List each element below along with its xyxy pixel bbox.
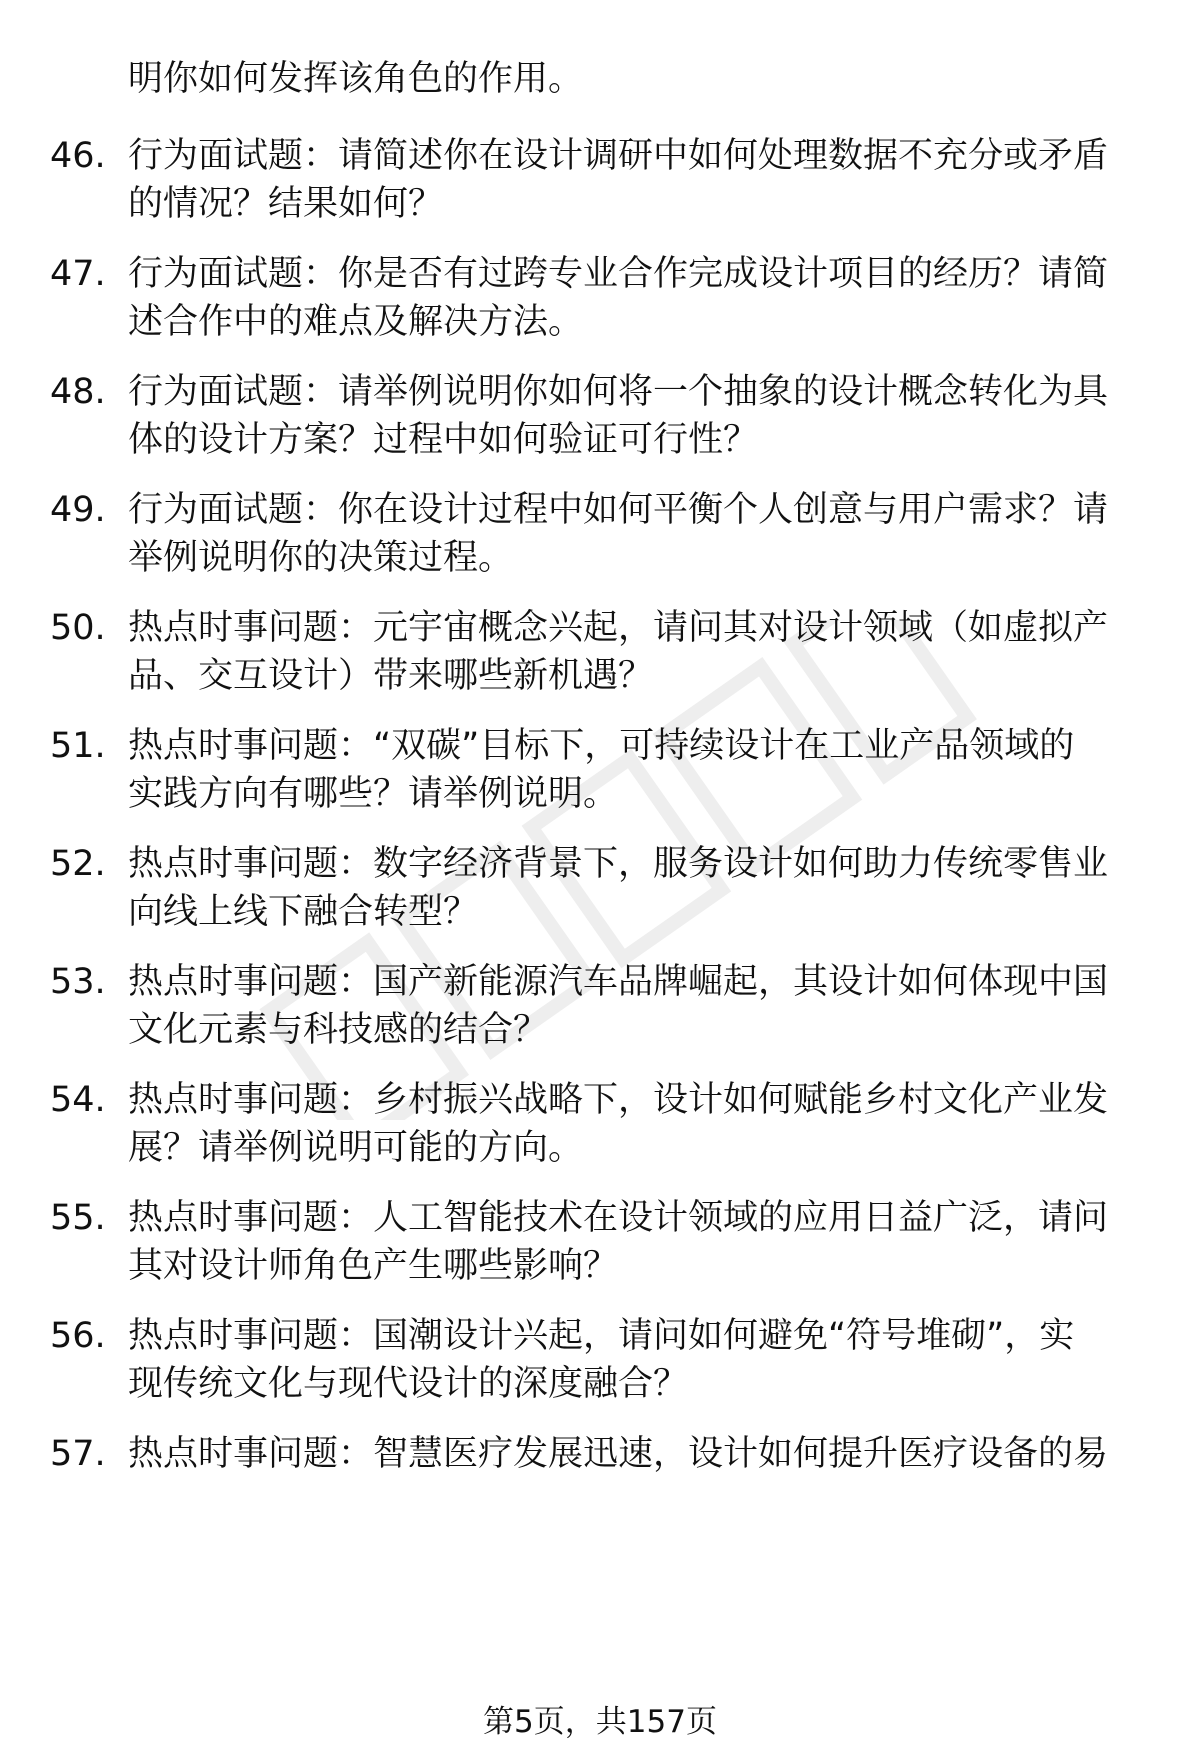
item-text-line: 举例说明你的决策过程。 — [128, 538, 514, 578]
page-footer: 第5页，共157页 — [483, 1704, 717, 1740]
item-text-line: 行为面试题：你是否有过跨专业合作完成设计项目的经历？请简 — [128, 254, 1109, 294]
question-item-57 — [50, 1430, 1130, 1478]
question-item-54 — [50, 1076, 1130, 1172]
item-number: 48. — [50, 372, 106, 412]
question-item-48 — [50, 368, 1130, 464]
item-text-line: 实践方向有哪些？请举例说明。 — [128, 774, 619, 814]
question-item-52 — [50, 840, 1130, 936]
item-number: 50. — [50, 608, 106, 648]
question-item-53 — [50, 958, 1130, 1054]
item-text-line: 热点时事问题：人工智能技术在设计领域的应用日益广泛，请问 — [128, 1198, 1109, 1238]
item-text-line: 品、交互设计）带来哪些新机遇？ — [128, 656, 654, 696]
item-text-line: 文化元素与科技感的结合？ — [128, 1010, 549, 1050]
question-item-56 — [50, 1312, 1130, 1408]
item-text-line: 行为面试题：请举例说明你如何将一个抽象的设计概念转化为具 — [128, 372, 1109, 412]
item-text-line: 热点时事问题：乡村振兴战略下，设计如何赋能乡村文化产业发 — [128, 1080, 1109, 1120]
item-number: 57. — [50, 1434, 106, 1474]
item-number: 51. — [50, 726, 106, 766]
item-text-line: 热点时事问题：“双碳”目标下，可持续设计在工业产品领域的 — [128, 726, 1075, 766]
item-text-line: 的情况？结果如何？ — [128, 184, 444, 224]
question-item-50 — [50, 604, 1130, 700]
continuation-line: 明你如何发挥该角色的作用。 — [128, 59, 584, 99]
item-text-line: 行为面试题：你在设计过程中如何平衡个人创意与用户需求？请 — [128, 490, 1109, 530]
item-number: 52. — [50, 844, 106, 884]
item-text-line: 其对设计师角色产生哪些影响？ — [128, 1246, 619, 1286]
item-number: 53. — [50, 962, 106, 1002]
item-text-line: 热点时事问题：数字经济背景下，服务设计如何助力传统零售业 — [128, 844, 1109, 884]
question-item-49 — [50, 486, 1130, 582]
question-item-46 — [50, 132, 1130, 228]
item-text-line: 热点时事问题：智慧医疗发展迅速，设计如何提升医疗设备的易 — [128, 1434, 1109, 1474]
item-text-line: 体的设计方案？过程中如何验证可行性？ — [128, 420, 759, 460]
item-text-line: 向线上线下融合转型？ — [128, 892, 479, 932]
item-text-line: 热点时事问题：国潮设计兴起，请问如何避免“符号堆砌”，实 — [128, 1316, 1075, 1356]
item-text-line: 热点时事问题：国产新能源汽车品牌崛起，其设计如何体现中国 — [128, 962, 1109, 1002]
item-number: 54. — [50, 1080, 106, 1120]
item-text-line: 行为面试题：请简述你在设计调研中如何处理数据不充分或矛盾 — [128, 136, 1109, 176]
question-item-47 — [50, 250, 1130, 346]
item-text-line: 热点时事问题：元宇宙概念兴起，请问其对设计领域（如虚拟产 — [128, 608, 1109, 648]
item-text-line: 现传统文化与现代设计的深度融合？ — [128, 1364, 689, 1404]
item-number: 46. — [50, 136, 106, 176]
question-item-51 — [50, 722, 1130, 818]
item-number: 47. — [50, 254, 106, 294]
item-number: 49. — [50, 490, 106, 530]
item-number: 56. — [50, 1316, 106, 1356]
item-number: 55. — [50, 1198, 106, 1238]
item-text-line: 述合作中的难点及解决方法。 — [128, 302, 584, 342]
question-item-55 — [50, 1194, 1130, 1290]
item-text-line: 展？请举例说明可能的方向。 — [128, 1128, 584, 1168]
